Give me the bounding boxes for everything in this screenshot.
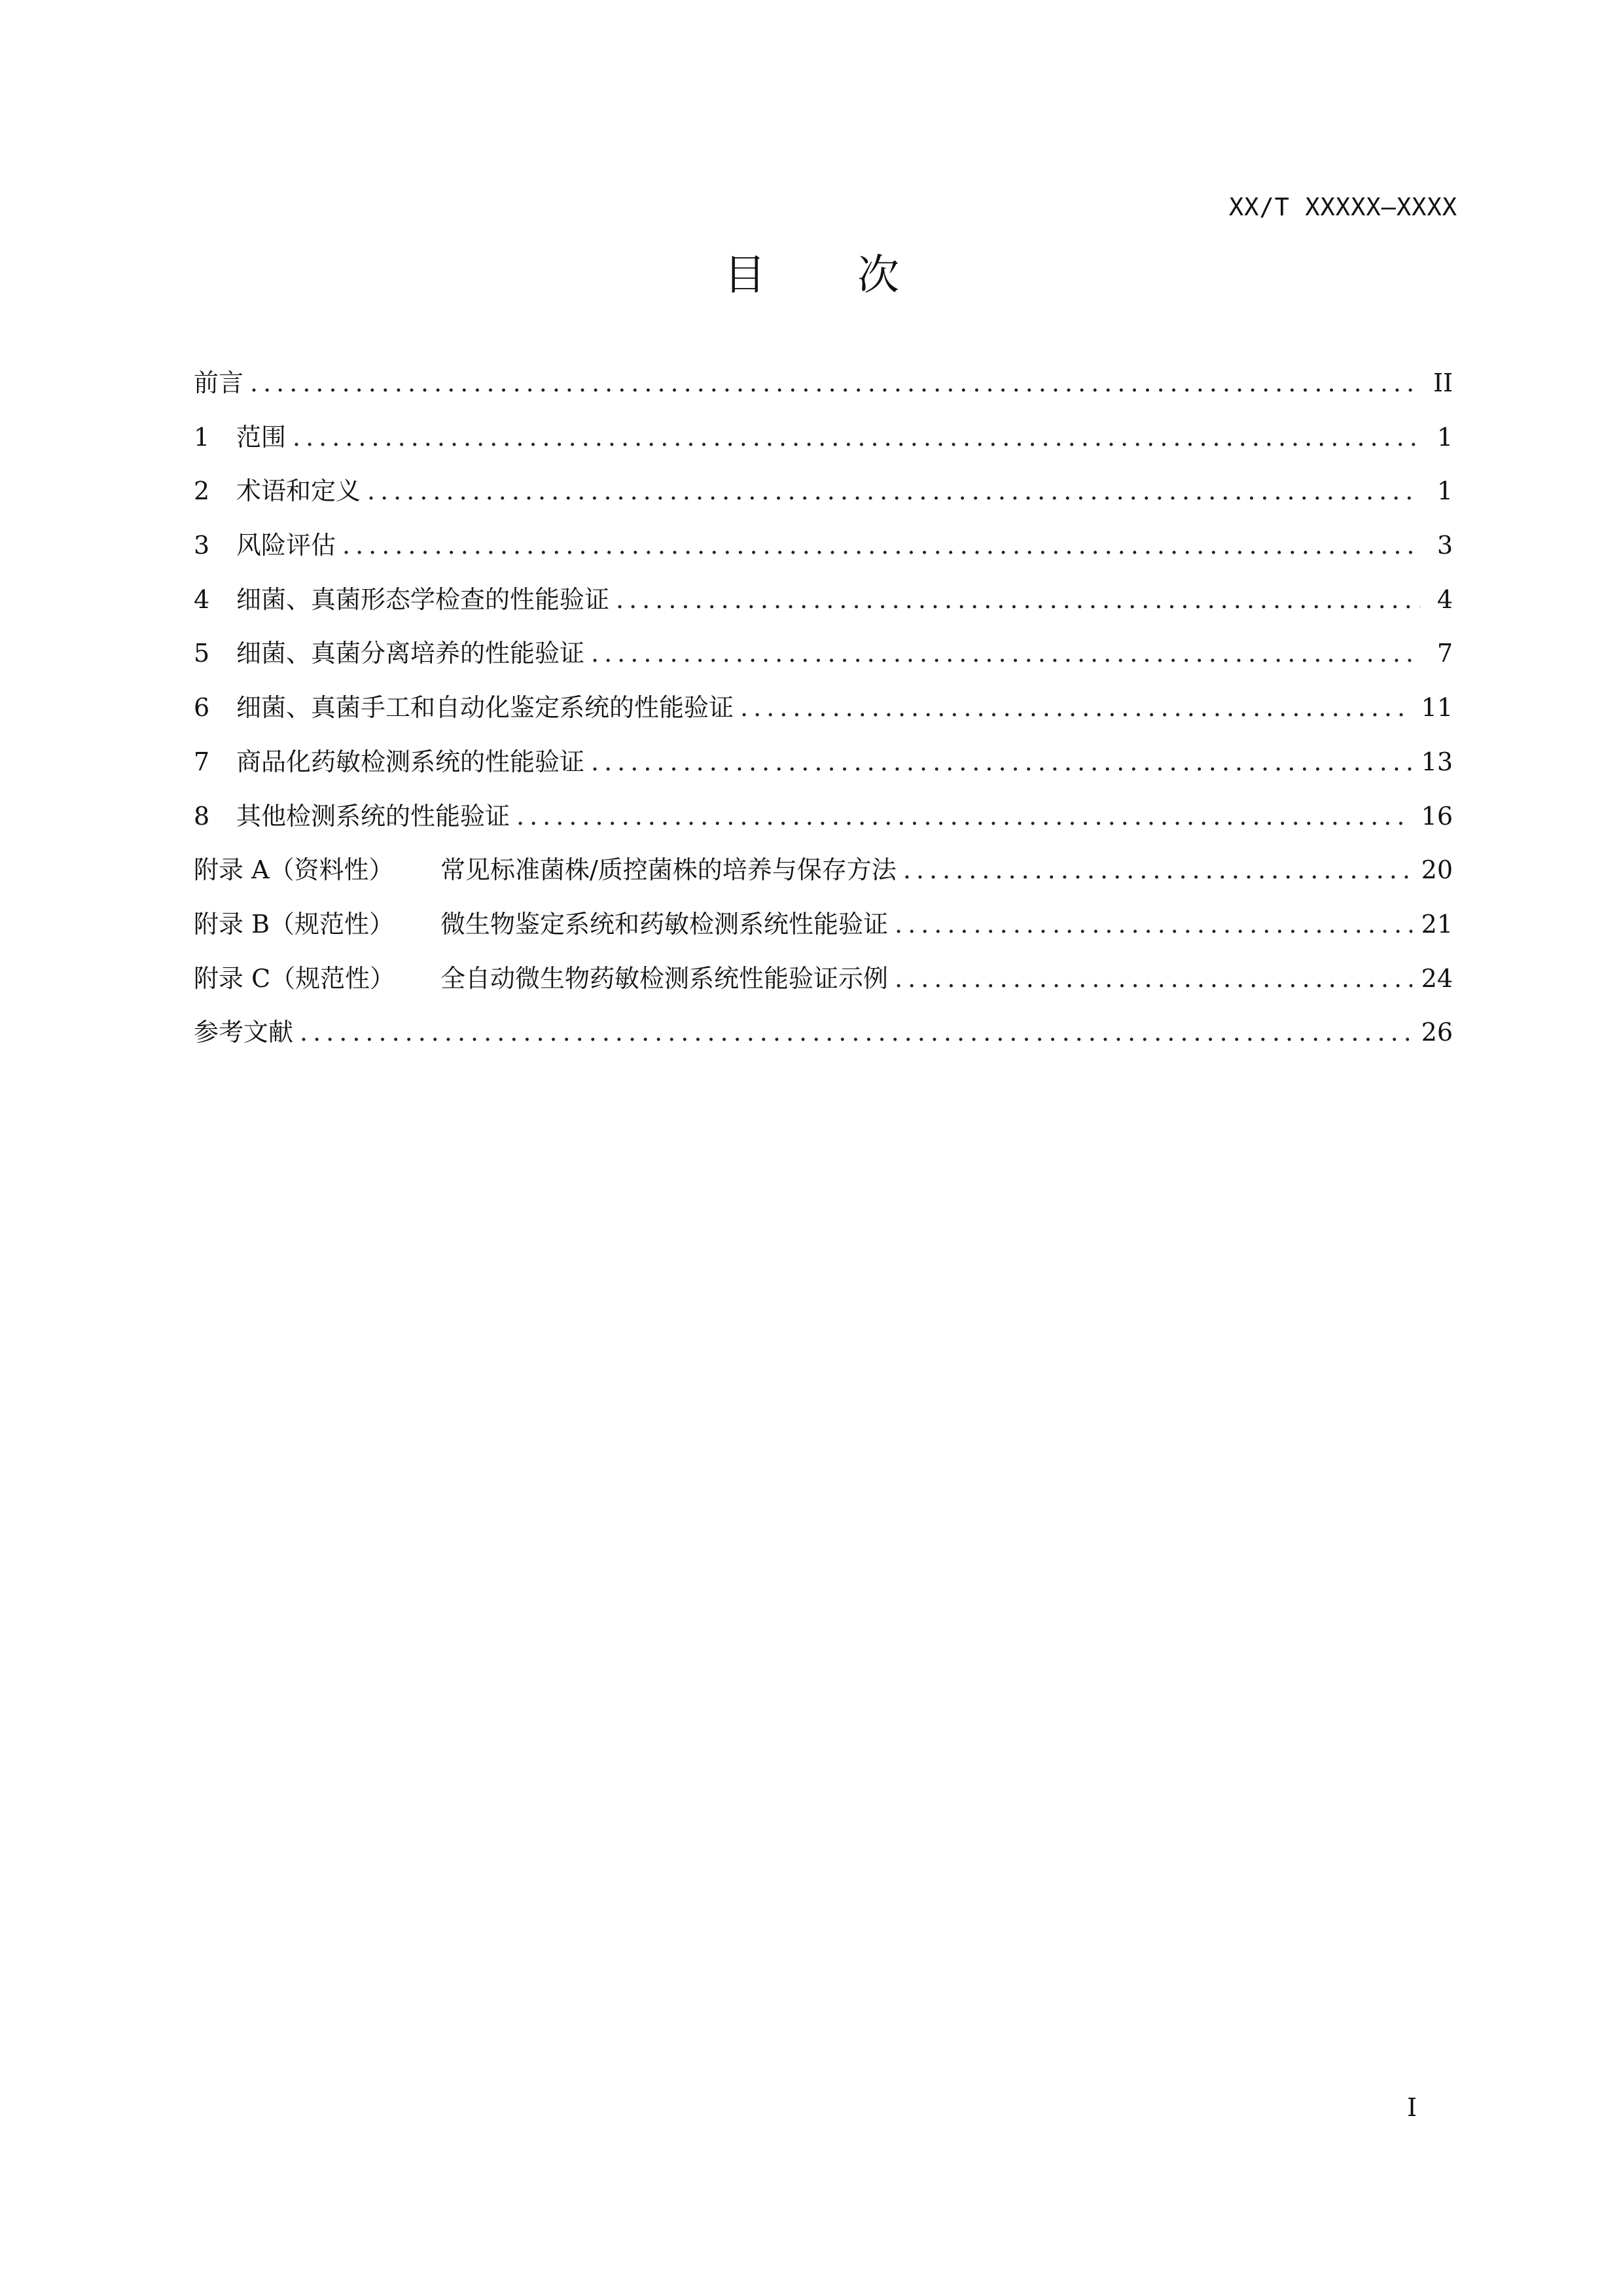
title-char-2: 次 (857, 251, 899, 300)
toc-leader-dots (516, 797, 1412, 836)
toc-section-number: 4 (194, 584, 210, 614)
toc-entry-label: 其他检测系统的性能验证 (236, 801, 510, 831)
toc-leader-dots (367, 471, 1420, 511)
toc-entry-section-6[interactable] (194, 688, 1453, 742)
toc-page-number: 7 (1436, 639, 1453, 668)
toc-section-number: 5 (194, 639, 210, 668)
page-title (0, 246, 1623, 305)
toc-section-number: 1 (194, 422, 210, 452)
toc-entry-label: 细菌、真菌分离培养的性能验证 (236, 639, 585, 668)
toc-entry-label: 细菌、真菌形态学检查的性能验证 (236, 584, 610, 614)
toc-page-number: 1 (1436, 476, 1453, 506)
toc-entry-risk-assessment[interactable] (194, 526, 1453, 580)
toc-leader-dots (895, 905, 1412, 944)
toc-page-number: II (1433, 368, 1453, 397)
toc-page-number: 16 (1421, 801, 1453, 831)
toc-appendix-prefix: 附录 A（资料性） (194, 855, 394, 885)
toc-entry-scope[interactable] (194, 418, 1453, 472)
toc-page-number: 24 (1421, 963, 1453, 993)
toc-leader-dots (903, 850, 1412, 889)
toc-entry-label: 术语和定义 (236, 476, 361, 506)
toc-page-number: 13 (1421, 747, 1453, 776)
toc-page-number: 4 (1436, 584, 1453, 614)
toc-page-number: 11 (1421, 693, 1453, 723)
toc-entry-appendix-b[interactable] (194, 905, 1453, 959)
toc-leader-dots (740, 688, 1412, 727)
toc-appendix-prefix: 附录 C（规范性） (194, 963, 395, 993)
toc-leader-dots (895, 959, 1412, 998)
document-code: XX/T XXXXX—XXXX (1228, 193, 1457, 221)
toc-entry-appendix-c[interactable] (194, 959, 1453, 1013)
toc-section-number: 2 (194, 476, 210, 506)
toc-entry-terms[interactable] (194, 471, 1453, 526)
toc-section-number: 3 (194, 531, 210, 560)
toc-page-number: 26 (1421, 1018, 1453, 1047)
toc-entry-appendix-a[interactable] (194, 850, 1453, 905)
toc-entry-label: 商品化药敏检测系统的性能验证 (236, 747, 585, 776)
toc-entry-label: 前言 (194, 368, 244, 397)
toc-leader-dots (300, 1013, 1412, 1052)
toc-entry-label: 范围 (236, 422, 287, 452)
toc-section-number: 7 (194, 747, 210, 776)
title-char-1: 目 (724, 251, 766, 300)
table-of-contents (194, 363, 1453, 1067)
page-number: I (1407, 2093, 1418, 2122)
toc-entry-foreword[interactable] (194, 363, 1453, 418)
toc-entry-label: 全自动微生物药敏检测系统性能验证示例 (440, 963, 889, 993)
toc-entry-label: 常见标准菌株/质控菌株的培养与保存方法 (440, 855, 897, 885)
toc-leader-dots (250, 363, 1420, 403)
toc-entry-label: 参考文献 (194, 1018, 294, 1047)
toc-leader-dots (342, 526, 1420, 565)
toc-page-number: 1 (1436, 422, 1453, 452)
toc-entry-label: 风险评估 (236, 531, 336, 560)
toc-page-number: 20 (1421, 855, 1453, 885)
toc-section-number: 6 (194, 693, 210, 723)
toc-entry-label: 细菌、真菌手工和自动化鉴定系统的性能验证 (236, 693, 734, 723)
toc-page-number: 21 (1421, 909, 1453, 939)
toc-entry-section-8[interactable] (194, 797, 1453, 851)
toc-entry-label: 微生物鉴定系统和药敏检测系统性能验证 (440, 909, 889, 939)
toc-page-number: 3 (1436, 531, 1453, 560)
toc-entry-section-5[interactable] (194, 634, 1453, 688)
toc-entry-section-4[interactable] (194, 580, 1453, 634)
toc-entry-section-7[interactable] (194, 742, 1453, 797)
toc-leader-dots (591, 634, 1420, 673)
toc-entry-references[interactable] (194, 1013, 1453, 1067)
toc-leader-dots (293, 418, 1420, 457)
toc-leader-dots (616, 580, 1420, 619)
toc-section-number: 8 (194, 801, 210, 831)
toc-leader-dots (591, 742, 1412, 781)
toc-appendix-prefix: 附录 B（规范性） (194, 909, 395, 939)
